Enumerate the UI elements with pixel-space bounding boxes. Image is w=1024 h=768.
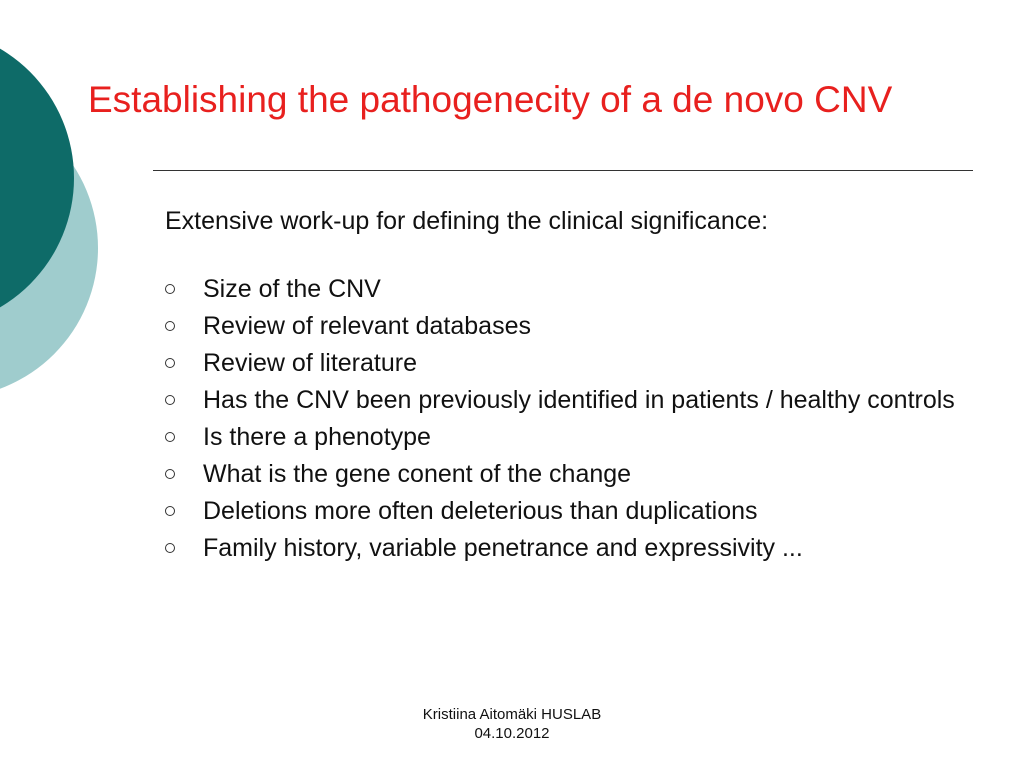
bullet-list xyxy=(163,275,963,571)
hollow-circle-icon xyxy=(165,506,175,516)
bullet-text: Review of relevant databases xyxy=(203,312,531,340)
bullet-text: Review of literature xyxy=(203,349,417,377)
slide-title: Establishing the pathogenecity of a de novo CNV xyxy=(88,79,893,120)
list-item xyxy=(163,534,963,563)
bullet-text: Is there a phenotype xyxy=(203,423,431,451)
bullet-text: Family history, variable penetrance and expressivity ... xyxy=(203,534,803,562)
list-item xyxy=(163,497,963,526)
footer-author: Kristiina Aitomäki HUSLAB xyxy=(422,706,602,723)
intro-text: Extensive work-up for defining the clinical significance: xyxy=(165,207,769,235)
hollow-circle-icon xyxy=(165,358,175,368)
footer-date: 04.10.2012 xyxy=(474,725,550,742)
title-divider xyxy=(153,170,973,171)
bullet-text: Has the CNV been previously identified in patients / healthy controls xyxy=(203,386,955,414)
slide-footer xyxy=(392,705,632,743)
hollow-circle-icon xyxy=(165,321,175,331)
hollow-circle-icon xyxy=(165,543,175,553)
list-item xyxy=(163,423,963,452)
list-item xyxy=(163,386,963,415)
bullet-text: Deletions more often deleterious than duplications xyxy=(203,497,758,525)
bullet-text: What is the gene conent of the change xyxy=(203,460,632,488)
bullet-text: Size of the CNV xyxy=(203,275,381,303)
hollow-circle-icon xyxy=(165,469,175,479)
hollow-circle-icon xyxy=(165,284,175,294)
hollow-circle-icon xyxy=(165,432,175,442)
list-item xyxy=(163,349,963,378)
hollow-circle-icon xyxy=(165,395,175,405)
list-item xyxy=(163,275,963,304)
list-item xyxy=(163,312,963,341)
list-item xyxy=(163,460,963,489)
